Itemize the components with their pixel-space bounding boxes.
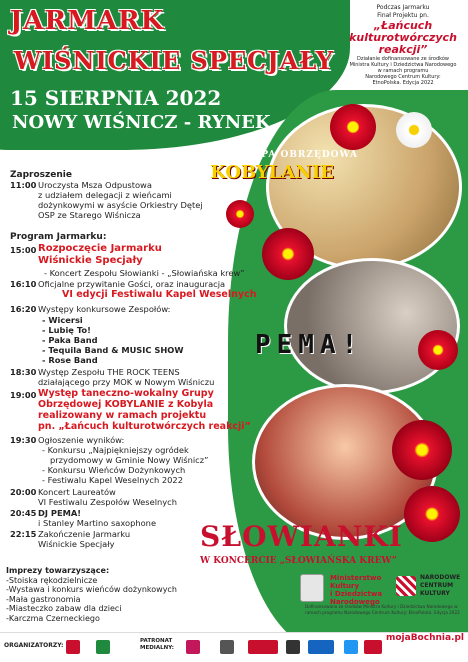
ncc-text: CENTRUM — [420, 582, 454, 589]
kobylanie-label-small: GRUPA OBRZĘDOWA — [235, 150, 358, 160]
ministry-text: Ministerstwo — [330, 574, 382, 582]
ncc-logo-icon — [396, 576, 416, 596]
ncc-text: NARODOWE — [420, 574, 461, 581]
media-logo-icon — [364, 640, 382, 654]
program-item: Występ Zespołu THE ROCK TEENS — [38, 367, 180, 377]
ncc-logo — [420, 574, 460, 598]
ministry-logo — [330, 574, 382, 606]
program-item: Obrzędowej KOBYLANIE z Kobyla — [38, 399, 214, 410]
flower-decoration — [330, 104, 376, 150]
media-logo-icon — [220, 640, 234, 654]
program-time: 15:00 — [10, 245, 37, 255]
program-heading: Program Jarmarku: — [10, 232, 107, 242]
invitation-line: dożynkowymi w asyście Orkiestry Dętej — [38, 200, 203, 210]
program-item: realizowany w ramach projektu — [38, 410, 207, 421]
watermark: mojaBochnia.pl — [385, 633, 464, 643]
project-intro: Podczas Jarmarku — [376, 4, 430, 11]
event-date: 15 SIERPNIA 2022 — [10, 86, 222, 110]
program-time: 20:45 — [10, 508, 37, 518]
poster-title-line1: JARMARK — [10, 6, 165, 36]
poster-title-line2: WIŚNICKIE SPECJAŁY — [14, 46, 334, 75]
invitation-time: 11:00 — [10, 180, 37, 190]
program-item: - Paka Band — [42, 335, 98, 345]
program-time: 20:00 — [10, 487, 37, 497]
dj-pema-photo — [284, 258, 460, 394]
media-logo-icon — [344, 640, 358, 654]
program-item: - Festiwalu Kapel Weselnych 2022 — [42, 475, 183, 485]
project-intro2: Finał Projektu pn. — [377, 12, 429, 19]
organizer-logo-icon — [96, 640, 110, 654]
program-time: 19:00 — [10, 390, 37, 400]
project-desc4: Narodowego Centrum Kultury: — [365, 74, 441, 80]
flower-decoration — [392, 420, 452, 480]
flower-decoration — [262, 228, 314, 280]
program-time: 16:20 — [10, 304, 37, 314]
project-name: „Łańcuch kulturotwórczych reakcji” — [349, 19, 457, 56]
extras-item: -Mała gastronomia — [6, 594, 81, 604]
media-logo-icon — [286, 640, 300, 654]
kobylanie-label: KOBYLANIE — [210, 162, 334, 183]
program-item: pn. „Łańcuch kulturotwórczych reakcji” — [38, 421, 251, 432]
invitation-line: z udziałem delegacji z wieńcami — [38, 190, 172, 200]
program-time: 18:30 — [10, 367, 37, 377]
event-place: NOWY WIŚNICZ - RYNEK — [12, 112, 271, 133]
program-item: VI Festiwalu Zespołów Weselnych — [38, 497, 177, 507]
organizers-label: ORGANIZATORZY: — [4, 642, 64, 649]
pema-label: PEMA! — [255, 330, 364, 360]
program-item: Zakończenie Jarmarku — [38, 529, 131, 539]
program-item: Rozpoczęcie Jarmarku — [38, 243, 162, 254]
program-time: 19:30 — [10, 435, 37, 445]
program-item: Występ taneczno-wokalny Grupy — [38, 388, 214, 399]
program-item: VI edycji Festiwalu Kapel Weselnych — [62, 289, 257, 300]
program-item: - Tequila Band & MUSIC SHOW — [42, 345, 184, 355]
project-desc1: Działanie dofinansowane ze środków — [356, 56, 449, 62]
media-logo-icon — [186, 640, 200, 654]
media-logo-icon — [248, 640, 278, 654]
funding-note: Dofinansowano ze środków Ministra Kultury i Dziedzictwa Narodowego w ramach programu Narodowego Centrum Kultury: EtnoPolska. Edycja 2022 — [305, 604, 460, 615]
program-item: - Lubię To! — [42, 325, 91, 335]
program-item: Wiśnickie Specjały — [38, 255, 143, 266]
extras-section — [6, 566, 177, 623]
program-time: 22:15 — [10, 529, 37, 539]
program-item: Oficjalne przywitanie Gości, oraz inauguracja — [38, 279, 226, 289]
flower-decoration — [418, 330, 458, 370]
project-desc3: w ramach programu — [377, 68, 429, 74]
program-item: DJ PEMA! — [38, 508, 82, 518]
ncc-text: KULTURY — [420, 590, 450, 597]
patronage-label: PATRONAT — [140, 638, 173, 644]
media-patronage — [140, 638, 174, 651]
invitation-line: Uroczysta Msza Odpustowa — [38, 180, 152, 190]
project-info — [342, 4, 464, 86]
extras-heading: Imprezy towarzyszące: — [6, 566, 110, 575]
extras-item: -Karczma Czerneckiego — [6, 613, 100, 623]
program-item: Występy konkursowe Zespołów: — [38, 304, 171, 314]
program-item: - Konkursu Wieńców Dożynkowych — [42, 465, 186, 475]
extras-item: -Stoiska rękodzielnicze — [6, 575, 98, 585]
extras-item: -Wystawa i konkurs wieńców dożynkowych — [6, 585, 177, 594]
flower-decoration — [404, 486, 460, 542]
program-item: i Stanley Martino saxophone — [38, 518, 157, 528]
program-item: działającego przy MOK w Nowym Wiśniczu — [38, 377, 215, 387]
patronage-label: MEDIALNY: — [140, 644, 174, 651]
program-item: przydomowy w Gminie Nowy Wiśnicz” — [50, 455, 209, 465]
extras-item: -Miasteczko zabaw dla dzieci — [6, 604, 122, 613]
slowianki-subtitle: W KONCERCIE „SŁOWIAŃSKA KREW” — [200, 556, 397, 566]
program-item: Ogłoszenie wyników: — [38, 435, 125, 445]
project-desc5: EtnoPolska. Edycja 2022 — [372, 80, 434, 86]
invitation-heading: Zaproszenie — [10, 170, 72, 180]
organizer-logo-icon — [66, 640, 80, 654]
ministry-text: Narodowego — [330, 598, 380, 606]
eagle-emblem-icon — [300, 574, 324, 602]
media-logo-icon — [308, 640, 334, 654]
program-item: - Rose Band — [42, 355, 98, 365]
slowianki-label: SŁOWIANKI — [200, 520, 403, 553]
flower-decoration — [226, 200, 254, 228]
program-item: Koncert Laureatów — [38, 487, 116, 497]
ministry-text: Kultury — [330, 582, 360, 590]
ministry-text: i Dziedzictwa — [330, 590, 383, 598]
program-time: 16:10 — [10, 279, 37, 289]
program-item: Wiśnickie Specjały — [38, 539, 115, 549]
program-item: - Konkursu „Najpiękniejszy ogródek — [42, 445, 189, 455]
project-desc2: Ministra Kultury i Dziedzictwa Narodowego — [349, 62, 457, 68]
program-item: - Wicersi — [42, 315, 83, 325]
flower-decoration — [396, 112, 432, 148]
invitation-line: OSP ze Starego Wiśnicza — [38, 210, 141, 220]
program-item: - Koncert Zespołu Słowianki - „Słowiańska krew” — [44, 268, 245, 278]
